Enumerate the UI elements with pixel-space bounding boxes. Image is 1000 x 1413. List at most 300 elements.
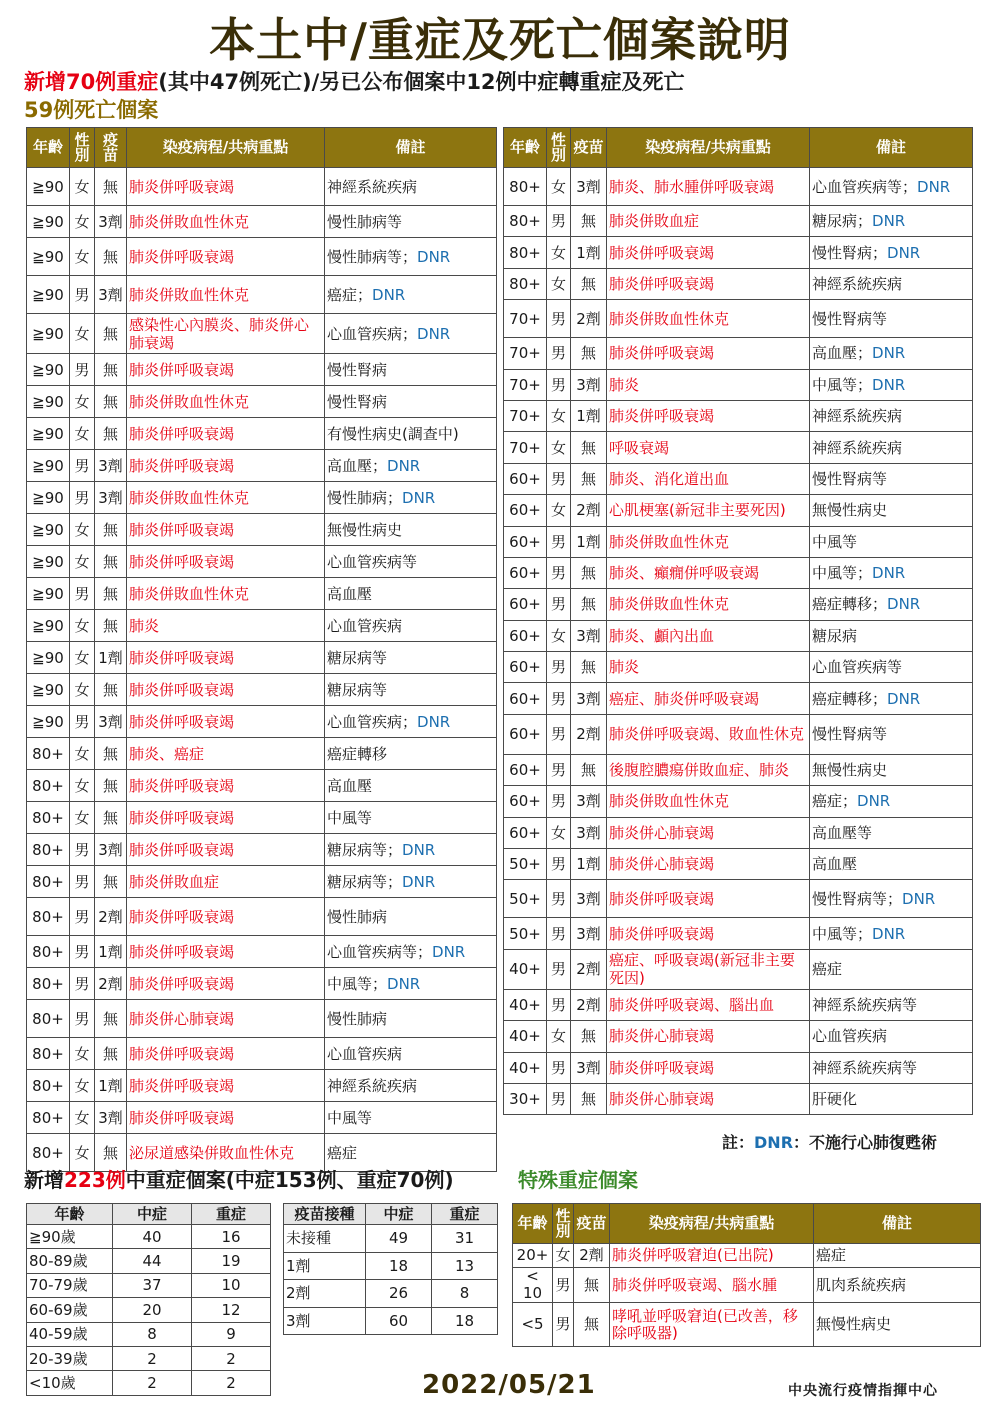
note-cell: [325, 770, 497, 802]
sex-cell: 男: [547, 526, 571, 557]
note-cell: [810, 206, 973, 237]
age-cell: < 10: [513, 1268, 553, 1303]
vaccine-cell: 無: [571, 652, 607, 683]
age-cell: 40+: [504, 1021, 547, 1052]
sex-cell: 男: [553, 1268, 574, 1303]
note-cell: [325, 546, 497, 578]
table-row: [27, 386, 497, 418]
age-cell: 80+: [504, 206, 547, 237]
dnr-tag: DNR: [402, 840, 436, 859]
vaccine-cell: 無: [95, 1000, 127, 1038]
note-text: 無慢性病史: [812, 501, 888, 520]
page-title: 本土中/重症及死亡個案說明: [209, 13, 791, 67]
note-text: 心血管疾病等: [327, 552, 418, 571]
vaccine-cell: 1劑: [95, 1070, 127, 1102]
age-cell: 80+: [27, 936, 70, 968]
disease-cell: 肺炎併呼吸衰竭: [607, 918, 810, 949]
dnr-tag: DNR: [872, 564, 906, 583]
note-text: 癌症轉移；: [812, 595, 888, 614]
age-cell: 40+: [504, 1052, 547, 1083]
note-text: 糖尿病等: [327, 680, 388, 699]
table-row: [504, 849, 973, 880]
sex-cell: 男: [547, 300, 571, 338]
vaccine-cell: 1劑: [571, 849, 607, 880]
dnr-tag: DNR: [402, 488, 436, 507]
disease-cell: 肺炎、癲癇併呼吸衰竭: [607, 557, 810, 588]
sex-cell: 女: [70, 386, 95, 418]
disease-cell: 肺炎併呼吸衰竭: [127, 642, 325, 674]
sex-cell: 女: [70, 1070, 95, 1102]
vaccine-cell: 無: [571, 589, 607, 620]
age-cell: 80+: [27, 1038, 70, 1070]
disease-cell: 肺炎併呼吸衰竭: [127, 968, 325, 1000]
value-cell: 49: [366, 1225, 432, 1253]
new-cases-title: [24, 1166, 454, 1194]
dnr-tag: DNR: [417, 712, 451, 731]
table-row: [284, 1252, 498, 1280]
note-cell: [325, 450, 497, 482]
disease-cell: 肺炎、顱內出血: [607, 620, 810, 651]
age-cell: 80+: [27, 738, 70, 770]
sex-cell: 女: [547, 237, 571, 268]
vaccine-cell: 無: [95, 770, 127, 802]
dnr-tag: DNR: [872, 344, 906, 363]
age-cell: ≧90: [27, 238, 70, 276]
value-cell: 9: [192, 1322, 271, 1346]
dnr-tag: DNR: [387, 974, 421, 993]
note-cell: [325, 866, 497, 898]
disease-cell: 肺炎併呼吸衰竭: [607, 338, 810, 369]
note-cell: [325, 898, 497, 936]
table-row: [27, 968, 497, 1000]
vaccine-cell: 3劑: [95, 276, 127, 314]
value-cell: 31: [432, 1225, 498, 1253]
age-cell: 60+: [504, 495, 547, 526]
sex-cell: 女: [553, 1244, 574, 1268]
value-cell: 37: [113, 1273, 192, 1297]
table-row: [504, 1052, 973, 1083]
note-text: 神經系統疾病: [327, 177, 418, 196]
age-cell: 80+: [27, 1000, 70, 1038]
disease-cell: 癌症、肺炎併呼吸衰竭: [607, 683, 810, 714]
left-death-table: [26, 127, 497, 1172]
note-text: 神經系統疾病: [812, 407, 903, 426]
note-text: 高血壓: [327, 584, 373, 603]
note-text: 糖尿病: [812, 626, 858, 645]
note-text: 癌症轉移: [327, 744, 388, 763]
dnr-tag: DNR: [902, 889, 936, 908]
vaccine-cell: 3劑: [571, 918, 607, 949]
sex-cell: 女: [70, 206, 95, 238]
table-row: [513, 1268, 981, 1303]
table-row: [27, 354, 497, 386]
value-cell: 8: [113, 1322, 192, 1346]
vaccine-cell: 無: [95, 738, 127, 770]
sex-cell: 女: [70, 610, 95, 642]
table-row: [27, 1102, 497, 1134]
note-cell: [325, 968, 497, 1000]
note-text: 癌症: [327, 1143, 358, 1162]
note-text: 心血管疾病: [812, 1027, 888, 1046]
vaccine-cell: 無: [574, 1268, 610, 1303]
sex-cell: 男: [547, 1052, 571, 1083]
disease-cell: 肺炎併心肺衰竭: [607, 1083, 810, 1114]
note-cell: [325, 276, 497, 314]
value-cell: 20: [113, 1298, 192, 1322]
vaccine-cell: 無: [574, 1303, 610, 1347]
table-row: [27, 1225, 271, 1249]
sex-cell: 女: [70, 514, 95, 546]
age-cell: ≧90: [27, 418, 70, 450]
note-text: 神經系統疾病: [812, 438, 903, 457]
age-cell: ≧90: [27, 578, 70, 610]
subtitle-highlight: 新增70例重症: [24, 70, 159, 94]
value-cell: 16: [192, 1225, 271, 1249]
value-cell: 8: [432, 1280, 498, 1308]
disease-cell: 肺炎併呼吸衰竭: [127, 1102, 325, 1134]
note-text: 慢性腎病等: [812, 725, 888, 744]
sex-cell: 男: [547, 557, 571, 588]
header-note: 備註: [325, 128, 497, 168]
note-cell: [810, 168, 973, 206]
vaccine-cell: 無: [95, 802, 127, 834]
sex-cell: 女: [547, 268, 571, 299]
vaccine-cell: 無: [95, 1038, 127, 1070]
note-text: 慢性腎病等: [812, 309, 888, 328]
dnr-tag: DNR: [387, 456, 421, 475]
note-cell: [814, 1303, 981, 1347]
note-text: 高血壓: [327, 776, 373, 795]
disease-cell: 泌尿道感染併敗血性休克: [127, 1134, 325, 1172]
table-row: [27, 546, 497, 578]
sex-cell: 女: [70, 418, 95, 450]
note-text: 癌症: [816, 1246, 847, 1264]
disease-cell: 肺炎併敗血性休克: [607, 526, 810, 557]
age-cell: ≧90: [27, 706, 70, 738]
table-row: [27, 738, 497, 770]
table-row: [504, 268, 973, 299]
sex-cell: 男: [70, 276, 95, 314]
note-cell: [325, 1000, 497, 1038]
sex-cell: 女: [547, 1021, 571, 1052]
table-row: [504, 1021, 973, 1052]
table-row: [27, 1298, 271, 1322]
note-cell: [325, 578, 497, 610]
vaccine-cell: 無: [571, 1021, 607, 1052]
value-cell: 40: [113, 1225, 192, 1249]
sex-cell: 男: [70, 578, 95, 610]
disease-cell: 肺炎併心肺衰竭: [607, 849, 810, 880]
header-note: 備註: [814, 1204, 981, 1244]
age-cell: ≧90: [27, 546, 70, 578]
note-text: 肌肉系統疾病: [816, 1275, 907, 1294]
table-row: [27, 314, 497, 354]
age-cell: ≧90: [27, 168, 70, 206]
note-cell: [810, 237, 973, 268]
sex-cell: 男: [70, 354, 95, 386]
value-cell: 2: [192, 1346, 271, 1370]
note-cell: [325, 642, 497, 674]
right-death-table: [503, 127, 973, 1115]
table-row: [284, 1307, 498, 1335]
age-cell: 40+: [504, 989, 547, 1020]
table-row: [27, 706, 497, 738]
vaccine-cell: 無: [571, 754, 607, 785]
age-cell: ≧90: [27, 482, 70, 514]
note-cell: [325, 514, 497, 546]
disease-cell: 呼吸衰竭: [607, 432, 810, 463]
note-text: 中風等；: [812, 564, 873, 583]
note-cell: [810, 652, 973, 683]
organization: 中央流行疫情指揮中心: [788, 1383, 938, 1399]
vaccine-cell: 1劑: [571, 526, 607, 557]
table-row: [504, 463, 973, 494]
header-course: 染疫病程/共病重點: [607, 128, 810, 168]
row-label-cell: 70-79歲: [27, 1273, 113, 1297]
note-text: 慢性腎病等；: [812, 889, 903, 908]
header-vaccine: 疫苗: [95, 128, 127, 168]
table-row: [513, 1303, 981, 1347]
sex-cell: 男: [547, 683, 571, 714]
age-cell: 70+: [504, 432, 547, 463]
age-cell: 80+: [27, 1070, 70, 1102]
vaccine-cell: 3劑: [95, 1102, 127, 1134]
sex-cell: 男: [553, 1303, 574, 1347]
table-row: [27, 674, 497, 706]
table-row: [504, 300, 973, 338]
dnr-tag: DNR: [417, 247, 451, 266]
sex-cell: 男: [70, 968, 95, 1000]
disease-cell: 肺炎併呼吸衰竭: [127, 1038, 325, 1070]
note-cell: [810, 989, 973, 1020]
age-cell: 60+: [504, 754, 547, 785]
note-text: 癌症: [812, 960, 843, 979]
vaccine-cell: 3劑: [95, 450, 127, 482]
note-cell: [810, 463, 973, 494]
age-cell: 60+: [504, 557, 547, 588]
disease-cell: 後腹腔膿瘍併敗血症、肺炎: [607, 754, 810, 785]
new-cases-num: 223例: [64, 1168, 126, 1192]
disease-cell: 肺炎併心肺衰竭: [607, 817, 810, 848]
note-text: 中風等；: [812, 375, 873, 394]
value-cell: 2: [113, 1371, 192, 1395]
vaccine-cell: 3劑: [95, 482, 127, 514]
sex-cell: 女: [70, 738, 95, 770]
vaccine-cell: 1劑: [571, 400, 607, 431]
disease-cell: 肺炎併敗血性休克: [127, 206, 325, 238]
header-sex: 性別: [553, 1204, 574, 1244]
note-cell: [810, 1021, 973, 1052]
vaccine-cell: 無: [95, 610, 127, 642]
note-cell: [810, 620, 973, 651]
note-text: 高血壓等: [812, 823, 873, 842]
table-row: [27, 802, 497, 834]
age-cell: ≧90: [27, 450, 70, 482]
table-header-row: [504, 128, 973, 168]
table-row: [27, 866, 497, 898]
table-row: [504, 620, 973, 651]
age-cell: 60+: [504, 652, 547, 683]
row-label-cell: <10歲: [27, 1371, 113, 1395]
value-cell: 19: [192, 1249, 271, 1273]
dnr-tag: DNR: [917, 177, 951, 196]
disease-cell: 肺炎併呼吸衰竭: [127, 706, 325, 738]
table-row: [27, 1249, 271, 1273]
note-cell: [325, 1102, 497, 1134]
sex-cell: 女: [70, 674, 95, 706]
table-row: [504, 526, 973, 557]
vaccine-cell: 3劑: [571, 168, 607, 206]
age-summary-table: [26, 1203, 271, 1396]
note-text: 神經系統疾病等: [812, 996, 918, 1014]
report-date: 2022/05/21: [422, 1370, 596, 1400]
vaccine-cell: 2劑: [95, 968, 127, 1000]
sex-cell: 男: [547, 206, 571, 237]
table-row: [504, 369, 973, 400]
age-cell: 80+: [27, 1102, 70, 1134]
table-row: [504, 652, 973, 683]
note-text: 心血管疾病；: [327, 712, 418, 731]
table-row: [27, 168, 497, 206]
age-cell: 70+: [504, 369, 547, 400]
value-cell: 12: [192, 1298, 271, 1322]
note-cell: [810, 817, 973, 848]
note-cell: [325, 802, 497, 834]
table-row: [504, 338, 973, 369]
sex-cell: 男: [547, 786, 571, 817]
dnr-tag: DNR: [887, 689, 921, 708]
note-cell: [325, 706, 497, 738]
header-age: 年齡: [27, 128, 70, 168]
age-cell: 80+: [504, 237, 547, 268]
table-row: [27, 1000, 497, 1038]
sex-cell: 女: [70, 168, 95, 206]
note-text: 慢性肺病；: [327, 488, 403, 507]
vaccine-cell: 3劑: [571, 817, 607, 848]
note-text: 慢性腎病: [327, 360, 388, 379]
age-cell: 80+: [27, 898, 70, 936]
disease-cell: 肺炎併呼吸衰竭: [127, 770, 325, 802]
age-cell: 50+: [504, 849, 547, 880]
note-cell: [810, 557, 973, 588]
dnr-tag: DNR: [857, 792, 891, 811]
vaccine-cell: 2劑: [571, 495, 607, 526]
age-cell: 80+: [27, 1134, 70, 1172]
disease-cell: 肺炎併敗血性休克: [607, 786, 810, 817]
note-text: 神經系統疾病: [812, 274, 903, 293]
table-row: [504, 495, 973, 526]
age-cell: 70+: [504, 400, 547, 431]
vaccine-cell: 無: [571, 1083, 607, 1114]
disease-cell: 肺炎併呼吸衰竭: [607, 400, 810, 431]
row-label-cell: 3劑: [284, 1307, 366, 1335]
vaccine-cell: 2劑: [571, 300, 607, 338]
vaccine-cell: 2劑: [574, 1244, 610, 1268]
disease-cell: 肺炎併敗血性休克: [127, 482, 325, 514]
vaccine-cell: 3劑: [571, 880, 607, 918]
vaccine-cell: 3劑: [571, 1052, 607, 1083]
note-cell: [325, 738, 497, 770]
vaccine-cell: 無: [95, 1134, 127, 1172]
note-cell: [325, 482, 497, 514]
vaccine-cell: 3劑: [571, 683, 607, 714]
disease-cell: 肺炎併呼吸衰竭: [127, 546, 325, 578]
note-cell: [325, 834, 497, 866]
note-text: 心血管疾病: [327, 1044, 403, 1063]
note-text: 中風等: [327, 1108, 373, 1127]
note-cell: [325, 386, 497, 418]
sex-cell: 女: [70, 770, 95, 802]
sex-cell: 男: [547, 849, 571, 880]
disease-cell: 肺炎併呼吸衰竭、腦水腫: [610, 1268, 814, 1303]
age-cell: ≧90: [27, 642, 70, 674]
row-label-cell: 1劑: [284, 1252, 366, 1280]
note-text: 心血管疾病；: [327, 324, 418, 343]
disease-cell: 肺炎併呼吸衰竭: [127, 514, 325, 546]
special-cases-table: [512, 1203, 981, 1347]
disease-cell: 肺炎併呼吸衰竭、腦出血: [607, 989, 810, 1020]
table-row: [27, 1346, 271, 1370]
table-row: [284, 1225, 498, 1253]
table-row: [504, 817, 973, 848]
disease-cell: 肺炎併敗血性休克: [607, 589, 810, 620]
vaccine-cell: 3劑: [95, 834, 127, 866]
summary-header-cell: 年齡: [27, 1204, 113, 1225]
note-cell: [325, 936, 497, 968]
value-cell: 2: [113, 1346, 192, 1370]
age-cell: 20+: [513, 1244, 553, 1268]
table-row: [504, 1083, 973, 1114]
note-text: 高血壓；: [812, 344, 873, 363]
sex-cell: 男: [547, 652, 571, 683]
note-text: 心血管疾病等: [812, 658, 903, 677]
note-cell: [325, 206, 497, 238]
note-text: 癌症；: [327, 285, 373, 304]
table-row: [513, 1244, 981, 1268]
age-cell: <5: [513, 1303, 553, 1347]
table-row: [504, 589, 973, 620]
age-cell: 50+: [504, 880, 547, 918]
table-row: [27, 898, 497, 936]
vaccine-cell: 無: [95, 866, 127, 898]
summary-header-cell: 中症: [366, 1204, 432, 1225]
value-cell: 18: [366, 1252, 432, 1280]
value-cell: 44: [113, 1249, 192, 1273]
summary-header-cell: 重症: [192, 1204, 271, 1225]
value-cell: 10: [192, 1273, 271, 1297]
vaccine-cell: 無: [95, 168, 127, 206]
new-cases-post: 中重症個案(中症153例、重症70例): [125, 1168, 454, 1192]
table-row: [27, 642, 497, 674]
note-text: 心血管疾病等；: [327, 942, 433, 961]
disease-cell: 肺炎併敗血性休克: [127, 276, 325, 314]
note-text: 中風等: [327, 808, 373, 827]
table-row: [27, 206, 497, 238]
sex-cell: 男: [547, 754, 571, 785]
dnr-tag: DNR: [372, 285, 406, 304]
vaccine-cell: 無: [95, 578, 127, 610]
disease-cell: 肺炎: [127, 610, 325, 642]
dnr-tag: DNR: [887, 243, 921, 262]
age-cell: 80+: [27, 770, 70, 802]
note-cell: [810, 683, 973, 714]
disease-cell: 肺炎: [607, 652, 810, 683]
note-cell: [810, 949, 973, 989]
table-row: [504, 989, 973, 1020]
note-cell: [810, 589, 973, 620]
table-row: [284, 1280, 498, 1308]
sex-cell: 女: [547, 620, 571, 651]
